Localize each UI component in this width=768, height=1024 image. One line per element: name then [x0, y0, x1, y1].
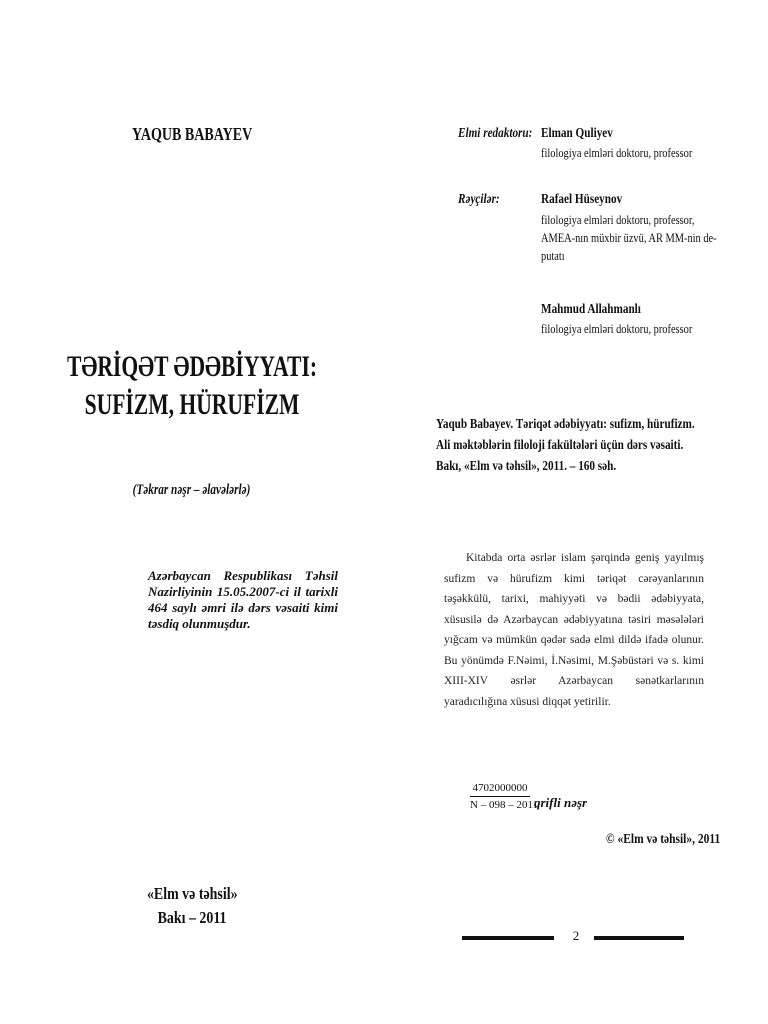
- author-name: YAQUB BABAYEV: [131, 124, 253, 144]
- isbn-fraction: [470, 782, 539, 811]
- bibliographic-description: Yaqub Babayev. Təriqət ədəbiyyatı: sufizm, hürufizm. Ali məktəblərin filoloji fakültələri üçün dərs vəsaiti. Bakı, «Elm və təhsil», 2011. – 160 səh.: [436, 417, 695, 474]
- abstract-paragraph: Kitabda orta əsrlər islam şərqində geniş yayılmış sufizm və hürufizm kimi təriqət cərəyanlarının təşəkkülü, tarixi, mahiyyəti və bədii ədəbiyyata, xüsusilə də Azərbaycan ədəbiyyatına təsiri məsələləri yığcam və mümkün qədər sadə elmi dildə ifadə olunur. Bu yönümdə F.Nəimi, İ.Nəsimi, M.Şəbüstəri və s. kimi XIII-XIV əsrlər Azərbaycan sənətkarlarının yaradıcılığına xüsusi diqqət yetirilir.: [444, 552, 704, 708]
- publication-city-year: Bakı – 2011: [157, 908, 227, 927]
- footer-rule-right: [594, 936, 684, 940]
- title-line-2: SUFİZM, HÜRUFİZM: [84, 388, 300, 421]
- reviewer-2-name: Mahmud Allahmanlı: [541, 302, 641, 317]
- editor-label: Elmi redaktoru:: [458, 126, 533, 141]
- publisher-name: «Elm və təhsil»: [146, 884, 238, 903]
- edition-note: (Təkrar nəşr – əlavələrlə): [133, 482, 251, 498]
- reviewer-1-name: Rafael Hüseynov: [541, 192, 623, 207]
- publisher-block: [0, 882, 384, 930]
- reviewer-1-description: filologiya elmləri doktoru, professor, AMEA-nın müxbir üzvü, AR MM-nin de- putatı: [541, 212, 717, 263]
- approval-statement: Azərbaycan Respublikası Təhsil Nazirliyinin 15.05.2007-ci il tarixli 464 saylı əmri ilə dərs vəsaiti kimi təsdiq olunmuşdur.: [148, 568, 338, 631]
- book-title: [0, 348, 384, 424]
- editor-description: filologiya elmləri doktoru, professor: [541, 145, 693, 160]
- title-line-1: TƏRİQƏT ƏDƏBİYYATI:: [66, 350, 318, 383]
- isbn-denominator: N – 098 – 2011: [470, 799, 539, 811]
- copyright-notice: © «Elm və təhsil», 2011: [605, 832, 720, 847]
- isbn-note: qrifli nəşr: [534, 795, 588, 810]
- reviewers-label: Rəyçilər:: [458, 192, 500, 207]
- isbn-numerator: 4702000000: [470, 782, 530, 797]
- reviewer-2-description: filologiya elmləri doktoru, professor: [541, 321, 693, 336]
- footer-rule-left: [462, 936, 554, 940]
- editor-name: Elman Quliyev: [541, 126, 613, 141]
- page-number: 2: [572, 928, 580, 943]
